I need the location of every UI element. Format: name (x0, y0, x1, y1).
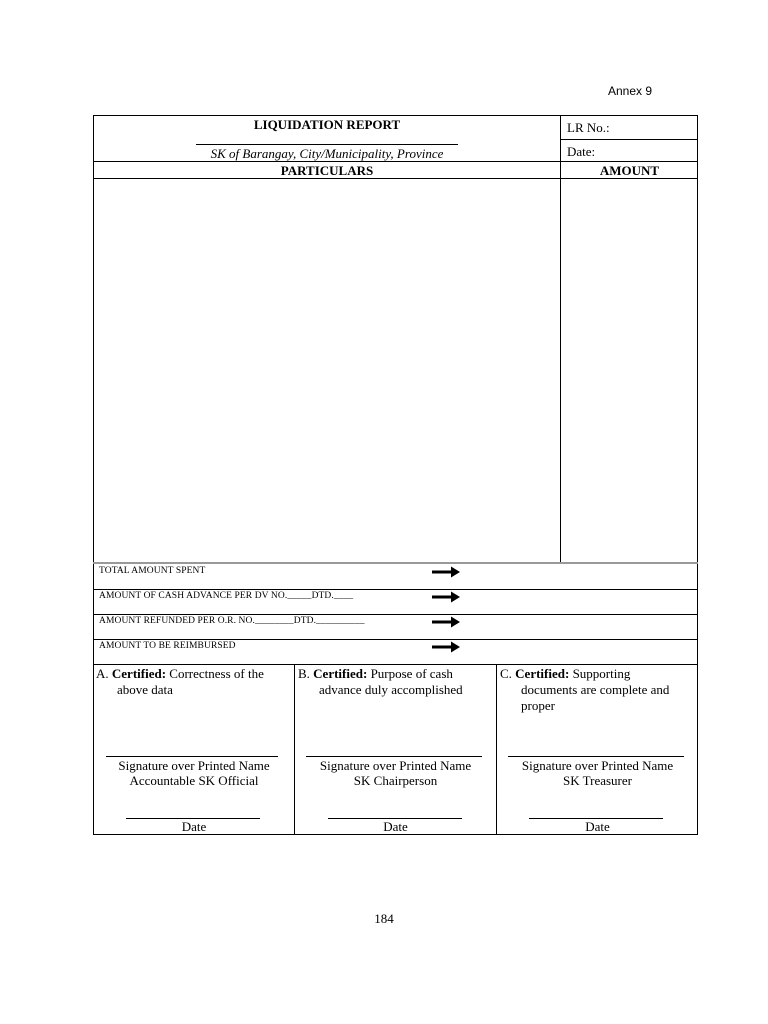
certification-c-signature-label (497, 758, 698, 788)
arrow-right-icon (432, 591, 460, 603)
certification-a-letter: A. (96, 666, 109, 681)
certification-c-text (500, 666, 696, 714)
certification-c-line2: documents are complete and (521, 682, 670, 697)
subtitle-underline (196, 144, 458, 145)
date-label: Date: (567, 144, 596, 159)
certification-divider (496, 664, 497, 835)
amount-refunded-label: AMOUNT REFUNDED PER O.R. NO.________DTD.__________ (99, 616, 365, 626)
certification-b-line1: Purpose of cash (370, 666, 453, 681)
certification-divider (294, 664, 295, 835)
arrow-right-icon (432, 566, 460, 578)
certification-c-line3: proper (521, 698, 555, 713)
certification-c-letter: C. (500, 666, 512, 681)
form-frame (93, 115, 698, 835)
signature-caption: Signature over Printed Name (521, 758, 674, 773)
certification-a-heading: Certified: (111, 666, 167, 681)
signature-caption: Signature over Printed Name (118, 758, 270, 773)
certification-b-letter: B. (298, 666, 310, 681)
report-title: LIQUIDATION REPORT (253, 117, 401, 132)
report-subtitle: SK of Barangay, City/Municipality, Province (210, 146, 444, 161)
certification-c-heading: Certified: (515, 666, 570, 681)
certification-a-date: Date (181, 819, 207, 834)
certification-b-signature-label (295, 758, 496, 788)
signature-line (106, 756, 278, 757)
amount-header: AMOUNT (599, 163, 660, 178)
lr-no-label: LR No.: (567, 120, 610, 135)
total-amount-spent-label: TOTAL AMOUNT SPENT (99, 566, 206, 576)
certification-c-line1: Supporting (572, 666, 631, 681)
particulars-header: PARTICULARS (280, 163, 374, 178)
summary-row-line (93, 589, 698, 590)
summary-top-line (93, 562, 698, 564)
signatory-title: SK Chairperson (353, 773, 438, 788)
certification-a-text (96, 666, 292, 698)
arrow-right-icon (432, 616, 460, 628)
signatory-title: SK Treasurer (563, 773, 632, 788)
summary-row-line (93, 639, 698, 640)
certification-b-line2: advance duly accomplished (319, 682, 463, 697)
certification-b-heading: Certified: (313, 666, 368, 681)
certification-a-signature-label (94, 758, 294, 788)
arrow-right-icon (432, 641, 460, 653)
cash-advance-label: AMOUNT OF CASH ADVANCE PER DV NO._____DTD.____ (99, 591, 354, 601)
annex-label: Annex 9 (608, 84, 653, 98)
signature-caption: Signature over Printed Name (319, 758, 472, 773)
certification-top-line (93, 664, 698, 665)
signature-line (508, 756, 684, 757)
header-divider (560, 115, 561, 562)
certification-b-text (298, 666, 494, 698)
certification-b-date: Date (383, 819, 408, 834)
certification-a-line2: above data (117, 682, 173, 697)
amount-reimbursed-label: AMOUNT TO BE REIMBURSED (99, 641, 236, 651)
lr-date-divider (560, 139, 698, 140)
certification-a-line1: Correctness of the (169, 666, 264, 681)
page-number: 184 (374, 911, 394, 926)
signature-line (306, 756, 482, 757)
summary-row-line (93, 614, 698, 615)
certification-c-date: Date (585, 819, 610, 834)
signatory-title: Accountable SK Official (129, 773, 259, 788)
